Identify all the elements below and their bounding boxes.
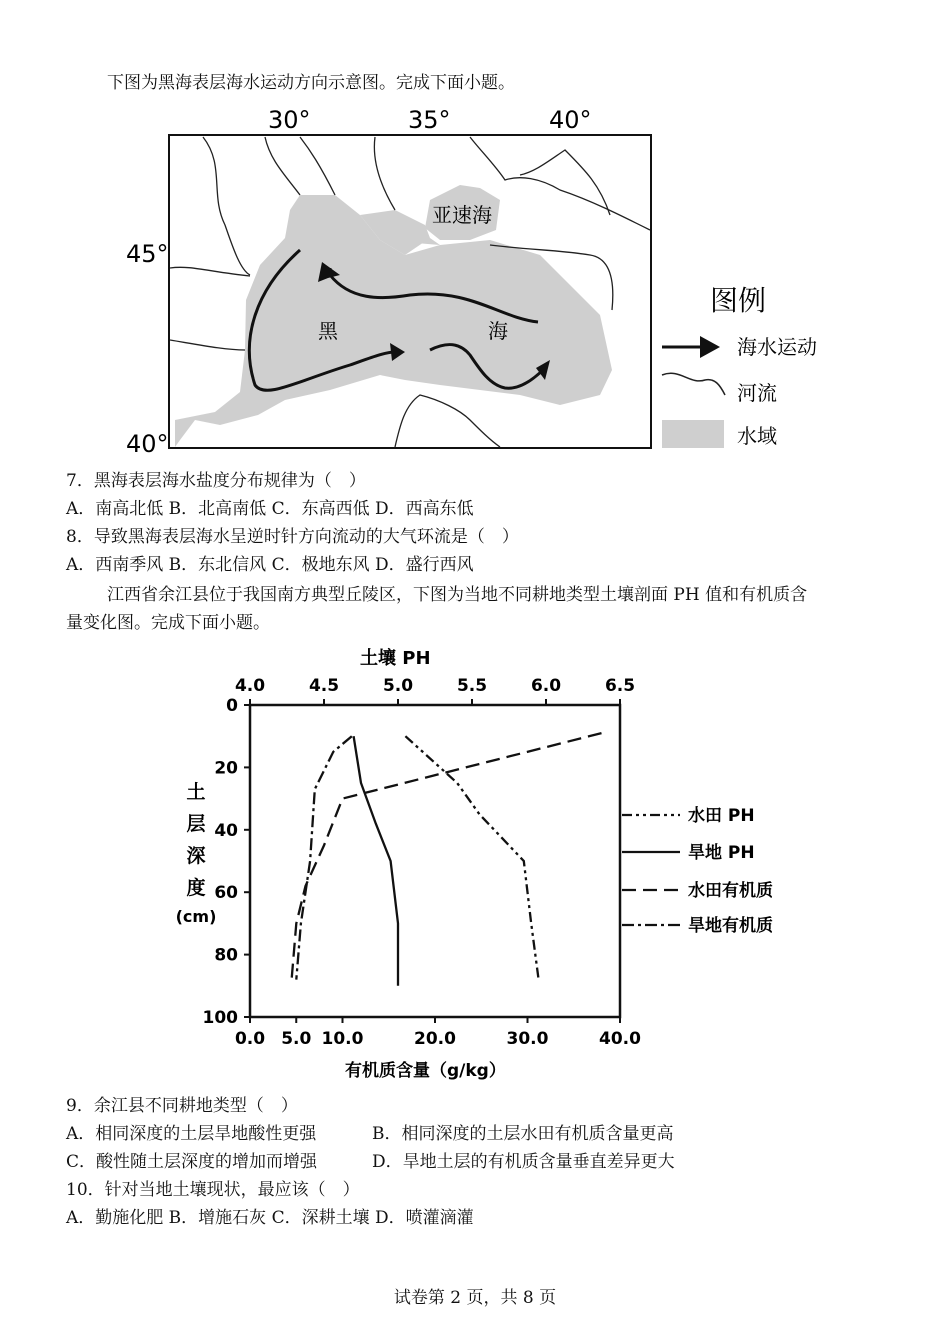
om-tick-label: 20.0	[414, 1029, 456, 1049]
depth-tick-label: 60	[214, 883, 238, 904]
depth-tick-label: 40	[214, 820, 238, 841]
om-tick-label: 0.0	[234, 1029, 266, 1049]
q7-stem: 7．黑海表层海水盐度分布规律为（ ）	[66, 471, 366, 491]
chart-top-axis-title: 土壤 PH	[360, 648, 431, 669]
om-tick-label: 5.0	[281, 1029, 312, 1049]
ph-tick-label: 6.0	[530, 676, 562, 696]
q7-options: A．南高北低 B．北高南低 C．东高西低 D．西高东低	[66, 499, 474, 519]
lon-label-35: 35°	[408, 106, 451, 134]
soil-ph-organic-chart	[0, 640, 950, 1085]
label-hei: 黑	[318, 319, 338, 343]
label-hai: 海	[488, 319, 508, 343]
q9-option-c: C．酸性随土层深度的增加而增强	[66, 1152, 318, 1172]
intro-soil-2: 量变化图。完成下面小题。	[66, 613, 270, 633]
chart-y-label-char: (cm)	[175, 907, 217, 926]
label-azov: 亚速海	[432, 203, 492, 227]
depth-tick-label: 20	[214, 758, 238, 779]
depth-tick-label: 100	[202, 1008, 238, 1028]
legend-water: 水域	[737, 424, 777, 448]
legend-entry: 水田 PH	[688, 806, 755, 826]
legend-entry: 旱地有机质	[688, 916, 773, 936]
q8-options: A．西南季风 B．东北信风 C．极地东风 D．盛行西风	[66, 555, 474, 575]
q10-stem: 10．针对当地土壤现状，最应该（ ）	[66, 1180, 360, 1200]
ph-tick-label: 5.0	[382, 676, 414, 696]
intro-map: 下图为黑海表层海水运动方向示意图。完成下面小题。	[107, 73, 515, 93]
q9-option-a: A．相同深度的土层旱地酸性更强	[66, 1124, 317, 1144]
series-line-2	[292, 733, 602, 980]
lon-label-30: 30°	[268, 106, 311, 134]
ph-tick-label: 5.5	[456, 676, 488, 696]
om-tick-label: 30.0	[506, 1029, 549, 1049]
legend-water-swatch	[662, 420, 724, 448]
chart-x-label: 有机质含量（g/kg）	[345, 1061, 506, 1081]
lat-label-45: 45°	[126, 240, 169, 268]
lat-label-40: 40°	[126, 430, 169, 458]
lon-label-40: 40°	[549, 106, 592, 134]
series-line-1	[354, 736, 398, 986]
legend-arrow-icon	[700, 336, 720, 358]
legend-river: 河流	[737, 381, 777, 405]
ph-tick-label: 6.5	[604, 676, 636, 696]
q9-option-b: B．相同深度的土层水田有机质含量更高	[372, 1124, 674, 1144]
depth-tick-label: 80	[214, 945, 238, 966]
series-line-0	[405, 736, 538, 979]
q9-stem: 9．余江县不同耕地类型（ ）	[66, 1096, 298, 1116]
chart-y-label-char: 土	[186, 781, 206, 803]
om-tick-label: 40.0	[599, 1029, 641, 1049]
black-sea-map	[0, 95, 950, 565]
legend-title: 图例	[710, 284, 767, 317]
om-tick-label: 10.0	[321, 1029, 364, 1049]
series-line-3	[296, 736, 352, 979]
ph-tick-label: 4.5	[308, 676, 340, 696]
q9-option-d: D．旱地土层的有机质含量垂直差异更大	[372, 1152, 675, 1172]
chart-y-label-char: 度	[186, 877, 206, 899]
chart-y-label-char: 深	[186, 845, 206, 867]
page-footer: 试卷第 2 页，共 8 页	[393, 1288, 557, 1308]
q8-stem: 8．导致黑海表层海水呈逆时针方向流动的大气环流是（ ）	[66, 527, 519, 547]
ph-tick-label: 4.0	[234, 676, 266, 696]
q10-options: A．勤施化肥 B．增施石灰 C．深耕土壤 D．喷灌滴灌	[66, 1208, 474, 1228]
chart-frame	[250, 705, 620, 1017]
intro-soil-1: 江西省余江县位于我国南方典型丘陵区，下图为当地不同耕地类型土壤剖面 PH 值和有机质含	[107, 585, 808, 605]
legend-entry: 水田有机质	[688, 881, 773, 901]
legend-current: 海水运动	[737, 335, 817, 359]
legend-river-icon	[662, 373, 725, 395]
legend-entry: 旱地 PH	[688, 843, 755, 863]
depth-tick-label: 0	[226, 696, 238, 716]
chart-y-label-char: 层	[186, 813, 206, 835]
